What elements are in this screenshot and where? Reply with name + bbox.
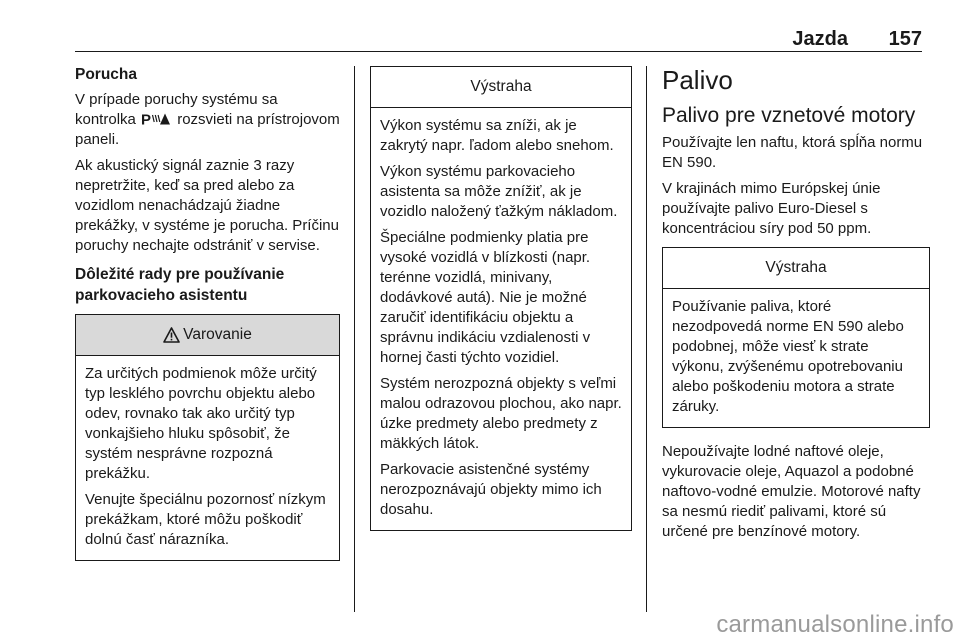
warning-box (75, 314, 340, 561)
paragraph-fault-indicator-post: rozsvieti na prístrojovom paneli. (75, 111, 340, 148)
warning-box-header (76, 315, 339, 356)
caution-box-parking-header (371, 67, 631, 108)
caution-box-fuel-body (663, 289, 929, 427)
caution-box-parking-body (371, 108, 631, 530)
paragraph-marine-oils: Nepoužívajte lodné naftové oleje, vykurovacie oleje, Aquazol a podobné naftovo-vodné emulzie. Motorové nafty sa nesmú riediť palivami, ktoré sú určené pre benzínové motory. (662, 443, 921, 540)
column-divider-2 (646, 66, 647, 612)
warning-triangle-icon (163, 327, 180, 343)
caution-box-parking (370, 66, 632, 531)
column-divider-1 (354, 66, 355, 612)
warning-box-body (76, 356, 339, 560)
page-number: 157 (888, 28, 922, 50)
caution-box-parking-title: Výstraha (470, 78, 532, 95)
svg-text:P: P (141, 112, 152, 126)
page-header (0, 0, 960, 50)
warning-paragraph-2: Venujte špeciálnu pozornosť nízkym prekážkam, ktoré môžu poškodiť dolnú časť nárazníka. (85, 491, 326, 548)
column-1 (75, 64, 340, 561)
header-rule (75, 51, 922, 52)
warning-box-title: Varovanie (183, 326, 252, 343)
parking-assist-warning-icon (141, 112, 171, 126)
column-2 (370, 66, 632, 531)
paragraph-acoustic-signal: Ak akustický signál zaznie 3 razy nepretržite, keď sa pred alebo za vozidlom nenachádzajú žiadne prekážky, v systéme je porucha. Príčinu poruchy nechajte odstrániť v servise. (75, 157, 339, 254)
heading-palivo: Palivo (662, 65, 733, 95)
heading-important-tips: Dôležité rady pre používanie parkovacieho asistentu (75, 266, 285, 304)
caution-box-fuel-header (663, 248, 929, 289)
caution-box-fuel (662, 247, 930, 428)
section-title: Jazda (792, 28, 848, 50)
caution-paragraph-1: Výkon systému sa zníži, ak je zakrytý napr. ľadom alebo snehom. (380, 117, 614, 154)
paragraph-fault-indicator (75, 90, 340, 150)
caution-paragraph-5: Parkovacie asistenčné systémy nerozpoznávajú objekty mimo ich dosahu. (380, 461, 602, 518)
caution-paragraph-4: Systém nerozpozná objekty s veľmi malou odrazovou plochou, ako napr. úzke predmety alebo predmety z mäkkých látok. (380, 375, 622, 452)
paragraph-euro-diesel: V krajinách mimo Európskej únie používajte palivo Euro-Diesel s koncentráciou síry pod 50 ppm. (662, 180, 881, 237)
paragraph-en590: Používajte len naftu, ktorá spĺňa normu EN 590. (662, 134, 923, 171)
watermark-text: carmanualsonline.info (716, 611, 954, 638)
column-3 (662, 64, 930, 548)
heading-diesel-fuel: Palivo pre vznetové motory (662, 104, 916, 127)
paragraph-fault-indicator-pre: V prípade poruchy systému sa kontrolka (75, 91, 278, 128)
caution-box-fuel-title: Výstraha (765, 259, 827, 276)
caution-paragraph-2: Výkon systému parkovacieho asistenta sa môže znížiť, ak je vozidlo naložený ťažkým nákladom. (380, 163, 618, 220)
heading-porucha: Porucha (75, 66, 138, 83)
caution-paragraph-3: Špeciálne podmienky platia pre vysoké vozidlá v blízkosti (napr. terénne vozidlá, minivany, dodávkové autá). Nie je možné zaručiť identifikáciu objektu a správnu indikáciu vzdialenosti v hornej časti týchto vozidiel. (380, 229, 591, 366)
warning-paragraph-1: Za určitých podmienok môže určitý typ lesklého povrchu objektu alebo odev, rovnako tak ako určitý typ vonkajšieho hluku spôsobiť, že systém nesprávne rozpozná prekážku. (85, 365, 317, 482)
caution-fuel-paragraph: Používanie paliva, ktoré nezodpovedá norme EN 590 alebo podobnej, môže viesť k strate výkonu, zvýšenému opotrebovaniu alebo poškodeniu motora a strate záruky. (672, 298, 904, 415)
